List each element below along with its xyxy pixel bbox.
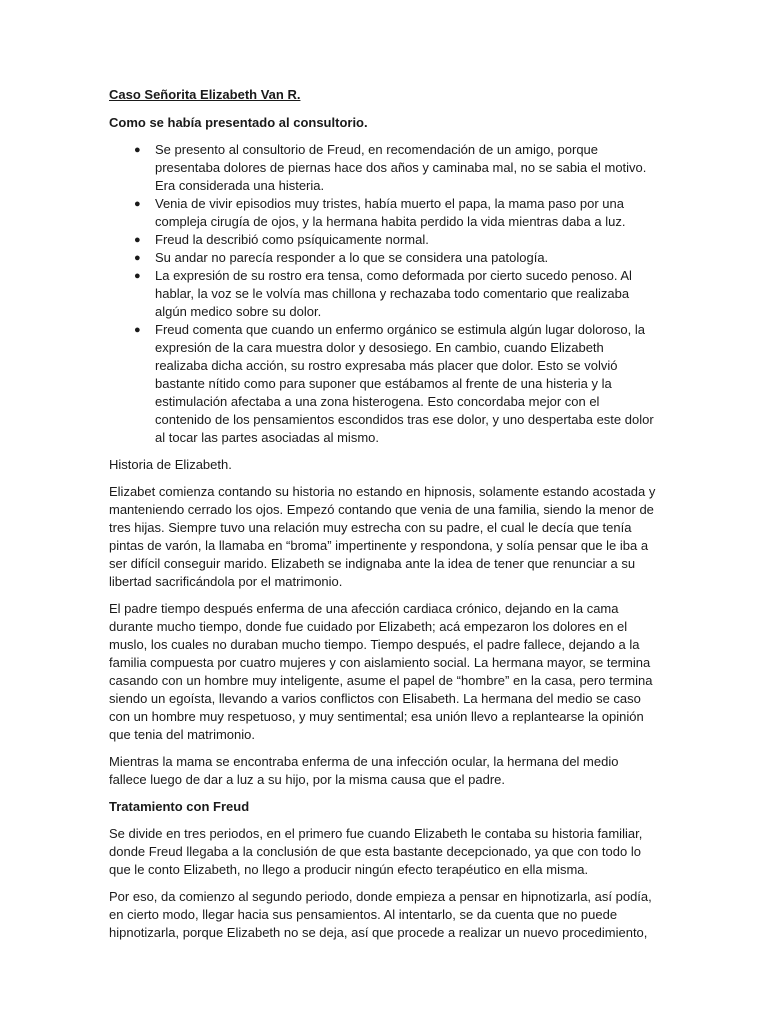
bullet-text: La expresión de su rostro era tensa, como deformada por cierto sucedo penoso. Al hablar, la voz se le volvía mas chillona y rechazaba todo comentario que realizaba algún medico sobre su dolor. [155, 268, 632, 319]
section-heading-history: Historia de Elizabeth. [109, 457, 232, 472]
section-heading-presentation: Como se había presentado al consultorio. [109, 115, 368, 130]
bullet-text: Freud comenta que cuando un enfermo orgánico se estimula algún lugar doloroso, la expresión de la cara muestra dolor y desosiego. En cambio, cuando Elizabeth realizaba dicha acción, su rostro expresaba más placer que dolor. Esto se volvió bastante nítido como para suponer que estábamos al frente de una histeria y la estimulación afectaba a una zona histerogena. Esto concordaba mejor con el contenido de los pensamientos escondidos tras ese dolor, y uno despertaba este dolor al tocar las partes asociadas al mismo. [155, 322, 654, 445]
bullet-icon: ● [134, 234, 141, 246]
bullet-text: Su andar no parecía responder a lo que se considera una patología. [155, 250, 549, 265]
document-page [109, 86, 659, 951]
bullet-item [109, 321, 659, 447]
section-heading-treatment: Tratamiento con Freud [109, 799, 250, 814]
symptom-bullet-list [109, 141, 659, 447]
treatment-paragraph: Por eso, da comienzo al segundo periodo, donde empieza a pensar en hipnotizarla, así podía, en cierto modo, llegar hacia sus pensamientos. Al intentarlo, se da cuenta que no puede hipnotizarla, porque Elizabeth no se deja, así que procede a realizar un nuevo procedimiento, [109, 889, 652, 940]
document-title: Caso Señorita Elizabeth Van R. [109, 87, 301, 102]
bullet-item [109, 267, 659, 321]
bullet-text: Se presento al consultorio de Freud, en recomendación de un amigo, porque presentaba dolores de piernas hace dos años y caminaba mal, no se sabia el motivo. Era considerada una histeria. [155, 142, 647, 193]
bullet-icon: ● [134, 144, 141, 156]
history-paragraph: Mientras la mama se encontraba enferma de una infección ocular, la hermana del medio fallece luego de dar a luz a su hijo, por la misma causa que el padre. [109, 754, 619, 787]
bullet-icon: ● [134, 252, 141, 264]
bullet-item [109, 141, 659, 195]
bullet-icon: ● [134, 324, 141, 336]
history-paragraph: Elizabet comienza contando su historia no estando en hipnosis, solamente estando acostada y manteniendo cerrado los ojos. Empezó contando que venia de una familia, siendo la menor de tres hijas. Siempre tuvo una relación muy estrecha con su padre, el cual le decía que tenía pintas de varón, la llamaba en “broma” impertinente y respondona, y solía pensar que le iba a ser difícil conseguir marido. Elizabeth se indignaba ante la idea de tener que renunciar a su libertad sacrificándola por el matrimonio. [109, 484, 656, 589]
treatment-paragraph: Se divide en tres periodos, en el primero fue cuando Elizabeth le contaba su historia familiar, donde Freud llegaba a la conclusión de que esta bastante decepcionado, ya que con todo lo que le conto Elizabeth, no llego a producir ningún efecto terapéutico en ella misma. [109, 826, 643, 877]
bullet-item [109, 231, 659, 249]
bullet-item [109, 195, 659, 231]
history-paragraph: El padre tiempo después enferma de una afección cardiaca crónico, dejando en la cama durante mucho tiempo, donde fue cuidado por Elizabeth; acá empezaron los dolores en el muslo, los cuales no duraban mucho tiempo. Tiempo después, el padre fallece, dejando a la familia compuesta por cuatro mujeres y con aislamiento social. La hermana mayor, se termina casando con un hombre muy inteligente, asume el papel de “hombre” en la casa, pero termina siendo un egoísta, llevando a varios conflictos con Elisabeth. La hermana del medio se caso con un hombre muy respetuoso, y muy sentimental; esa unión llevo a replantearse la opinión que tenia del matrimonio. [109, 601, 653, 742]
bullet-icon: ● [134, 270, 141, 282]
bullet-text: Freud la describió como psíquicamente normal. [155, 232, 429, 247]
bullet-item [109, 249, 659, 267]
bullet-icon: ● [134, 198, 141, 210]
bullet-text: Venia de vivir episodios muy tristes, había muerto el papa, la mama paso por una compleja cirugía de ojos, y la hermana habita perdido la vida mientras daba a luz. [155, 196, 626, 229]
